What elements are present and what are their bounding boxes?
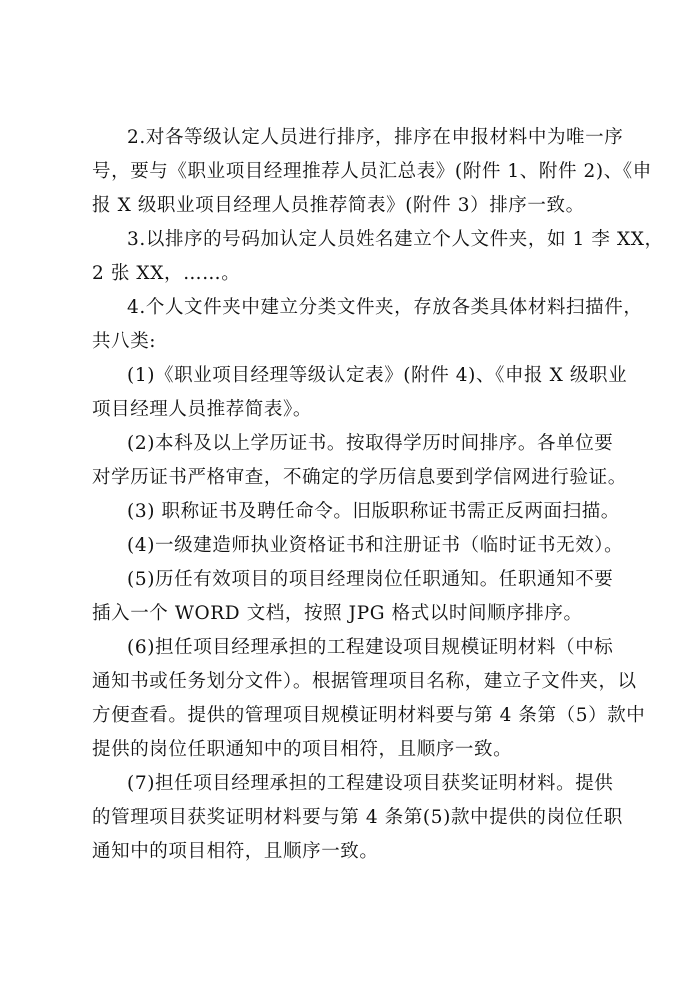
text-line: 通知书或任务划分文件）。根据管理项目名称，建立子文件夹，以 [92, 671, 637, 692]
text-line: 报 X 级职业项目经理人员推荐简表》(附件 3）排序一致。 [92, 195, 585, 216]
text-line: 项目经理人员推荐简表》。 [92, 399, 312, 420]
text-line: 对学历证书严格审查，不确定的学历信息要到学信网进行验证。 [92, 467, 627, 488]
text-line: (1)《职业项目经理等级认定表》(附件 4)、《申报 X 级职业 [127, 365, 628, 386]
text-line: 3.以排序的号码加认定人员姓名建立个人文件夹，如 1 李 XX， [127, 229, 664, 250]
text-line: (3) 职称证书及聘任命令。旧版职称证书需正反两面扫描。 [127, 501, 620, 522]
text-line: 插入一个 WORD 文档，按照 JPG 格式以时间顺序排序。 [92, 603, 583, 624]
text-line: 的管理项目获奖证明材料要与第 4 条第(5)款中提供的岗位任职 [92, 807, 623, 828]
text-line: 提供的岗位任职通知中的项目相符，且顺序一致。 [92, 739, 513, 760]
text-line: 4.个人文件夹中建立分类文件夹，存放各类具体材料扫描件， [127, 297, 643, 318]
text-line: 方便查看。提供的管理项目规模证明材料要与第 4 条第（5）款中 [92, 705, 646, 726]
text-line: 号，要与《职业项目经理推荐人员汇总表》(附件 1、附件 2)、《申 [92, 161, 652, 182]
text-line: (5)历任有效项目的项目经理岗位任职通知。任职通知不要 [127, 569, 614, 590]
text-line: (7)担任项目经理承担的工程建设项目获奖证明材料。提供 [127, 773, 614, 794]
text-line: (4)一级建造师执业资格证书和注册证书（临时证书无效）。 [127, 535, 624, 556]
text-line: 通知中的项目相符，且顺序一致。 [92, 841, 379, 862]
text-line: (2)本科及以上学历证书。按取得学历时间排序。各单位要 [127, 433, 614, 454]
text-line: 2.对各等级认定人员进行排序，排序在申报材料中为唯一序 [127, 127, 624, 148]
text-line: 2 张 XX，……。 [92, 263, 241, 284]
text-line: (6)担任项目经理承担的工程建设项目规模证明材料（中标 [127, 637, 614, 658]
text-line: 共八类: [92, 331, 157, 352]
